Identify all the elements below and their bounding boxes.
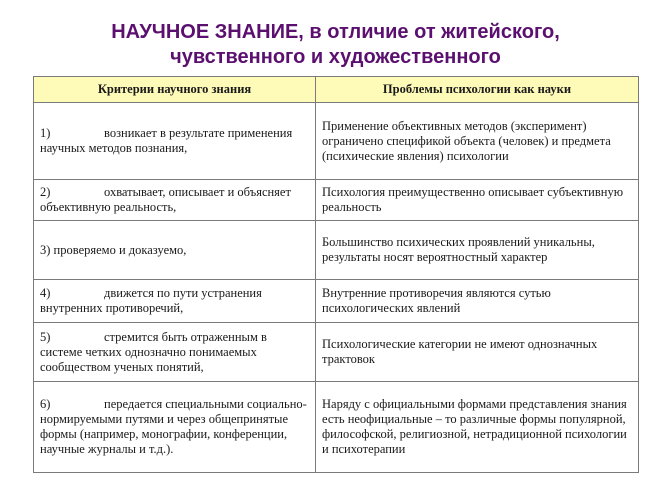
criterion-text: движется по пути устранения внутренних противоречий, — [40, 286, 262, 315]
row-number: 1) — [40, 126, 51, 140]
criterion-text: возникает в результате применения научных методов познания, — [40, 126, 293, 155]
table-row — [34, 382, 639, 473]
title-line-1: НАУЧНОЕ ЗНАНИЕ, в отличие от житейского, — [111, 21, 560, 43]
table-row — [34, 280, 639, 323]
criterion-cell — [34, 103, 316, 180]
row-number: 3) — [40, 242, 51, 257]
row-number: 6) — [40, 397, 51, 411]
table-row — [34, 103, 639, 180]
criterion-text: проверяемо и доказуемо, — [53, 242, 187, 257]
criterion-cell — [34, 382, 316, 473]
problem-cell: Психологические категории не имеют однозначных трактовок — [316, 323, 639, 382]
table-row — [34, 323, 639, 382]
header-problems: Проблемы психологии как науки — [316, 77, 639, 103]
header-criteria: Критерии научного знания — [34, 77, 316, 103]
criterion-text: передается специальными социально-нормируемыми путями и через общепринятые формы (например, монографии, конференции, научные журналы и т.д.). — [40, 397, 307, 456]
table-header-row — [34, 77, 639, 103]
criterion-cell — [34, 180, 316, 221]
table-row — [34, 180, 639, 221]
row-number: 2) — [40, 185, 51, 199]
criterion-cell — [34, 323, 316, 382]
row-number: 5) — [40, 329, 51, 344]
problem-cell: Большинство психических проявлений уникальны, результаты носят вероятностный характер — [316, 221, 639, 280]
row-number: 4) — [40, 286, 51, 300]
criterion-cell — [34, 280, 316, 323]
table-row — [34, 221, 639, 280]
criterion-text: охватывает, описывает и объясняет объективную реальность, — [40, 185, 291, 214]
page-title — [0, 20, 671, 70]
problem-cell: Психология преимущественно описывает субъективную реальность — [316, 180, 639, 221]
comparison-table — [33, 76, 639, 473]
criterion-cell — [34, 221, 316, 280]
criterion-text: стремится быть отраженным в системе четких однозначно понимаемых сообществом ученых понятий, — [40, 329, 267, 374]
problem-cell: Внутренние противоречия являются сутью психологических явлений — [316, 280, 639, 323]
title-line-2: чувственного и художественного — [170, 46, 501, 68]
problem-cell: Применение объективных методов (эксперимент) ограничено спецификой объекта (человек) и предмета (психические явления) психологии — [316, 103, 639, 180]
problem-cell: Наряду с официальными формами представления знания есть неофициальные – то различные формы популярной, философской, религиозной, нетрадиционной психологии и психотерапии — [316, 382, 639, 473]
